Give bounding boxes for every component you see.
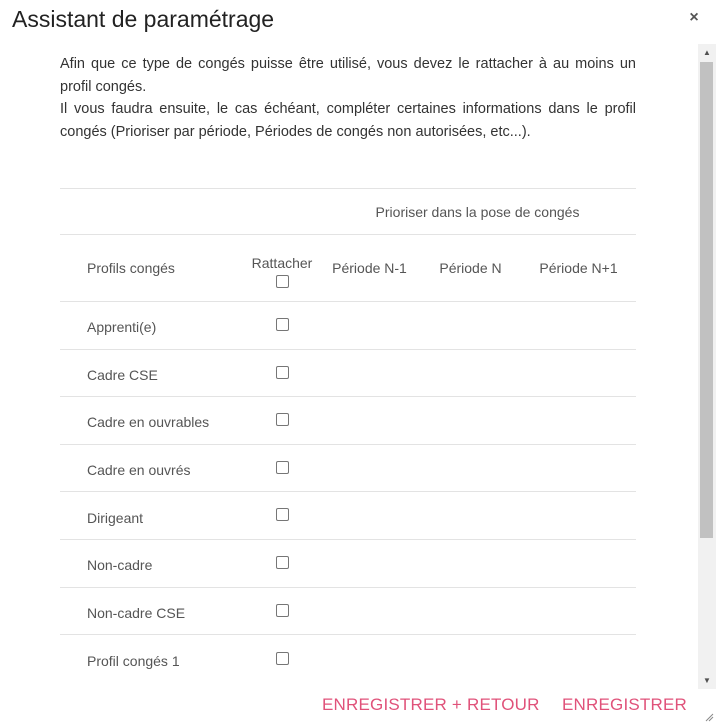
save-and-return-button[interactable]: ENREGISTRER + RETOUR (322, 695, 540, 714)
rattacher-checkbox[interactable] (276, 508, 289, 521)
table-row (60, 492, 636, 540)
priority-cell (319, 635, 420, 683)
priority-cell (521, 302, 636, 350)
priority-cell (521, 444, 636, 492)
rattacher-cell (245, 587, 319, 635)
profiles-table (60, 188, 636, 682)
priority-cell (319, 397, 420, 445)
priority-cell (521, 587, 636, 635)
priority-cell (420, 397, 521, 445)
column-header-profils: Profils congés (60, 235, 245, 302)
priority-cell (420, 444, 521, 492)
table-row (60, 302, 636, 350)
priority-cell (319, 302, 420, 350)
save-button[interactable]: ENREGISTRER (562, 695, 687, 714)
table-row (60, 587, 636, 635)
scroll-thumb[interactable] (700, 62, 713, 538)
profile-name-cell (60, 539, 245, 587)
profile-name: Cadre en ouvrables (87, 414, 210, 431)
close-icon[interactable]: × (689, 9, 699, 26)
profile-name-cell (60, 492, 245, 540)
column-header-periode-n-plus-1: Période N+1 (521, 235, 636, 302)
rattacher-cell (245, 349, 319, 397)
intro-text (60, 53, 636, 143)
priority-cell (420, 302, 521, 350)
priority-group-header: Prioriser dans la pose de congés (319, 189, 636, 235)
column-header-rattacher (245, 235, 319, 302)
table-group-header-row (60, 189, 636, 235)
rattacher-checkbox[interactable] (276, 366, 289, 379)
table-row (60, 397, 636, 445)
profile-name-cell (60, 397, 245, 445)
priority-cell (319, 492, 420, 540)
rattacher-cell (245, 539, 319, 587)
resize-grip-icon[interactable] (704, 712, 714, 722)
intro-paragraph-2: Il vous faudra ensuite, le cas échéant, compléter certaines informations dans le profil congés (Prioriser par période, Périodes de congés non autorisées, etc...). (60, 101, 636, 140)
priority-cell (420, 492, 521, 540)
table-row (60, 349, 636, 397)
priority-cell (420, 587, 521, 635)
intro-paragraph-1: Afin que ce type de congés puisse être utilisé, vous devez le rattacher à au moins un profil congés. (60, 56, 636, 95)
priority-cell (420, 349, 521, 397)
dialog-content (0, 44, 698, 689)
priority-cell (420, 635, 521, 683)
priority-cell (319, 587, 420, 635)
profile-name: Cadre en ouvrés (87, 462, 191, 479)
table-body (60, 302, 636, 683)
table-row (60, 539, 636, 587)
table-column-header-row (60, 235, 636, 302)
rattacher-cell (245, 444, 319, 492)
column-header-rattacher-label: Rattacher (251, 255, 313, 271)
profile-name: Non-cadre (87, 557, 153, 574)
priority-cell (420, 539, 521, 587)
rattacher-checkbox[interactable] (276, 604, 289, 617)
profile-name: Dirigeant (87, 509, 144, 526)
rattacher-cell (245, 397, 319, 445)
priority-cell (521, 635, 636, 683)
priority-cell (521, 397, 636, 445)
dialog-title: Assistant de paramétrage (12, 6, 275, 32)
priority-cell (521, 539, 636, 587)
profile-name-cell (60, 444, 245, 492)
rattacher-checkbox[interactable] (276, 413, 289, 426)
profile-name: Apprenti(e) (87, 319, 157, 336)
profile-name-cell (60, 349, 245, 397)
priority-cell (319, 444, 420, 492)
profile-name-cell (60, 635, 245, 683)
profile-name: Cadre CSE (87, 366, 158, 383)
scroll-up-arrow-icon[interactable]: ▲ (703, 48, 711, 57)
profile-name: Non-cadre CSE (87, 604, 186, 621)
profile-name-cell (60, 302, 245, 350)
column-header-periode-n-1: Période N-1 (319, 235, 420, 302)
profile-name: Profil congés 1 (87, 652, 180, 669)
rattacher-checkbox[interactable] (276, 652, 289, 665)
profile-name-cell (60, 587, 245, 635)
scroll-down-arrow-icon[interactable]: ▼ (703, 676, 711, 685)
column-header-periode-n: Période N (420, 235, 521, 302)
priority-cell (319, 349, 420, 397)
rattacher-cell (245, 302, 319, 350)
vertical-scrollbar[interactable] (698, 44, 716, 689)
priority-cell (521, 492, 636, 540)
priority-cell (521, 349, 636, 397)
rattacher-checkbox[interactable] (276, 556, 289, 569)
rattacher-cell (245, 492, 319, 540)
rattacher-checkbox[interactable] (276, 318, 289, 331)
rattacher-cell (245, 635, 319, 683)
priority-cell (319, 539, 420, 587)
table-row (60, 444, 636, 492)
rattacher-checkbox[interactable] (276, 461, 289, 474)
select-all-checkbox[interactable] (276, 275, 289, 288)
table-row (60, 635, 636, 683)
